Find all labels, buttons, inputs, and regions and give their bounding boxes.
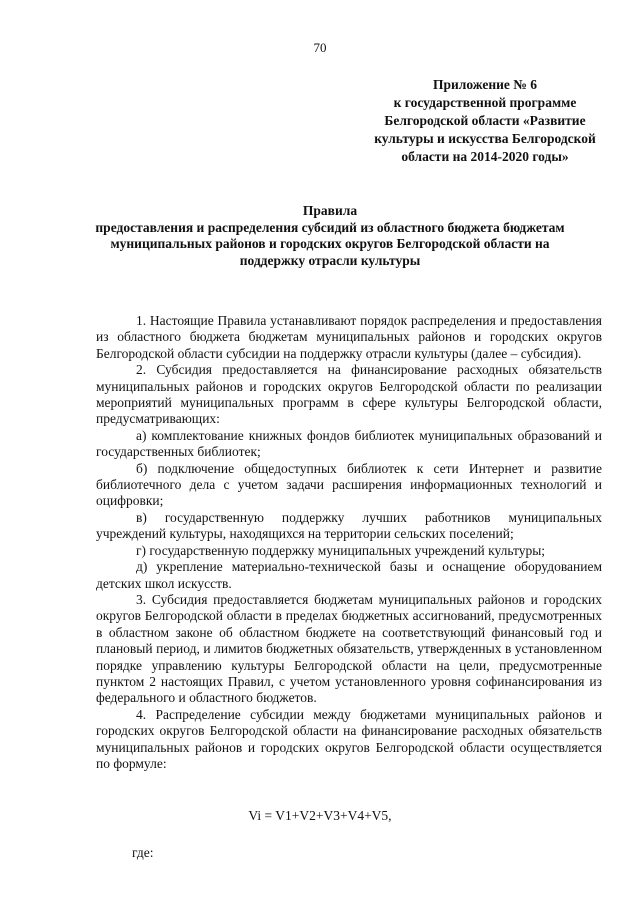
- appendix-line: Белгородской области «Развитие: [384, 113, 586, 128]
- title-line: предоставления и распределения субсидий из областного бюджета бюджетам: [95, 219, 565, 235]
- paragraph-2d: д) укрепление материально-технической базы и оснащение оборудованием детских школ искусств.: [96, 559, 602, 591]
- paragraph-4: 4. Распределение субсидии между бюджетами муниципальных районов и городских округов Белгородской области на финансирование расходных обязательств муниципальных районов и городских округов Белгородской области осуществляется по формуле:: [96, 706, 602, 771]
- appendix-line: к государственной программе: [393, 95, 577, 110]
- document-body: [96, 313, 602, 772]
- appendix-line: Приложение № 6: [433, 77, 537, 92]
- paragraph-3: 3. Субсидия предоставляется бюджетам муниципальных районов и городских округов Белгородской области в пределах бюджетных ассигнований, предусмотренных в областном законе об областном бюджете на соответствующий финансовый год и плановый период, и лимитов бюджетных обязательств, утвержденных в установленном порядке управлению культуры Белгородской области на цели, предусмотренные пунктом 2 настоящих Правил, с учетом установленного уровня софинансирования из федерального и областного бюджетов.: [96, 591, 602, 706]
- paragraph-2g: г) государственную поддержку муниципальных учреждений культуры;: [136, 542, 546, 558]
- appendix-block: [335, 76, 635, 166]
- appendix-line: культуры и искусства Белгородской: [374, 131, 596, 146]
- formula: Vi = V1+V2+V3+V4+V5,: [248, 808, 392, 823]
- title-heading: Правила: [302, 203, 358, 218]
- paragraph-2b: б) подключение общедоступных библиотек к сети Интернет и развитие библиотечного дела с учетом задачи расширения информационных технологий и оцифровки;: [96, 460, 602, 509]
- where-label: где:: [132, 845, 154, 860]
- paragraph-2: 2. Субсидия предоставляется на финансирование расходных обязательств муниципальных районов и городских округов Белгородской области по реализации мероприятий муниципальных программ в сфере культуры Белгородской области, предусматривающих:: [96, 362, 602, 427]
- paragraph-2v: в) государственную поддержку лучших работников муниципальных учреждений культуры, находящихся на территории сельских поселений;: [96, 509, 602, 542]
- document-title: [90, 203, 570, 269]
- title-line: поддержку отрасли культуры: [239, 252, 421, 268]
- appendix-line: области на 2014-2020 годы»: [401, 149, 569, 164]
- title-line: муниципальных районов и городских округов Белгородской области на: [110, 236, 550, 251]
- page-number: 70: [313, 40, 327, 55]
- paragraph-2a: а) комплектование книжных фондов библиотек муниципальных образований и государственных библиотек;: [96, 427, 602, 460]
- paragraph-1: 1. Настоящие Правила устанавливают порядок распределения и предоставления из областного бюджета бюджетам муниципальных районов и городских округов Белгородской области субсидии на поддержку отрасли культуры (далее – субсидия).: [96, 313, 602, 361]
